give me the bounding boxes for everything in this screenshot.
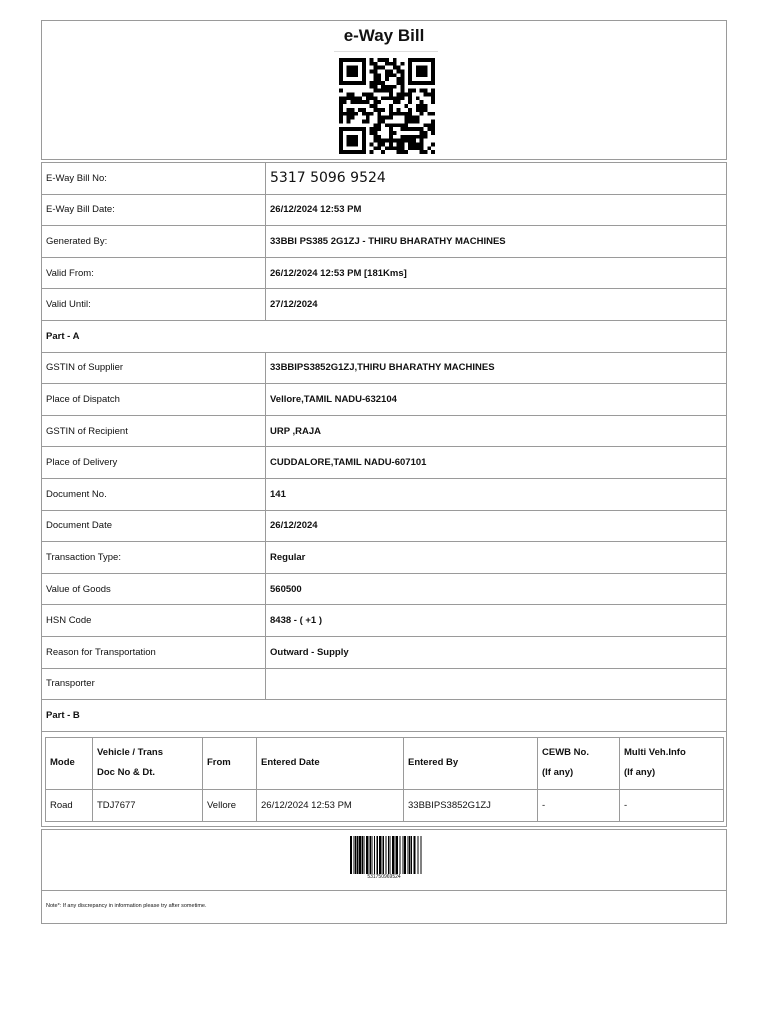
field-value: Vellore,TAMIL NADU-632104 [266,384,727,416]
table-cell: - [620,789,724,821]
eway-bill-details-table [41,162,727,827]
table-row [42,289,727,321]
field-value [266,668,727,700]
note-section [41,891,727,924]
header-line: CEWB No. [542,747,589,759]
column-header [203,737,257,789]
column-header [538,737,620,789]
part-b-heading: Part - B [42,700,727,732]
field-label: Value of Goods [42,573,266,605]
section-row [42,320,727,352]
field-label: Document Date [42,510,266,542]
field-value: 33BBIPS3852G1ZJ,THIRU BHARATHY MACHINES [266,352,727,384]
table-cell: 33BBIPS3852G1ZJ [404,789,538,821]
field-label: Reason for Transportation [42,636,266,668]
table-row [42,573,727,605]
field-value: Regular [266,542,727,574]
table-cell: TDJ7677 [93,789,203,821]
field-value: 141 [266,478,727,510]
field-label: E-Way Bill Date: [42,194,266,226]
header-line: From [207,757,231,769]
eway-bill-document [41,20,727,924]
qr-code-icon [339,58,435,154]
barcode-number: 531750969524 [367,873,401,880]
field-label: Document No. [42,478,266,510]
field-value: 26/12/2024 [266,510,727,542]
column-header [257,737,404,789]
field-value: 560500 [266,573,727,605]
table-row [42,542,727,574]
field-value: Outward - Supply [266,636,727,668]
column-header [404,737,538,789]
column-header [93,737,203,789]
document-header [41,20,727,160]
table-row [42,510,727,542]
header-line: Entered Date [261,757,320,769]
field-label: HSN Code [42,605,266,637]
part-a-heading: Part - A [42,320,727,352]
eway-bill-number: 5317 5096 9524 [266,163,727,195]
header-line: Multi Veh.Info [624,747,686,759]
header-line: (If any) [624,767,656,779]
field-value: URP ,RAJA [266,415,727,447]
field-label: GSTIN of Recipient [42,415,266,447]
part-b-container [42,731,727,826]
header-line: Mode [50,757,75,769]
table-row [42,605,727,637]
table-cell: Road [46,789,93,821]
title-divider [334,51,438,52]
barcode-section [41,829,727,891]
field-value: 26/12/2024 12:53 PM [266,194,727,226]
barcode-icon [350,836,422,874]
header-line: Vehicle / Trans [97,747,164,759]
table-row [42,257,727,289]
table-row [42,478,727,510]
field-label: Place of Dispatch [42,384,266,416]
field-label: Place of Delivery [42,447,266,479]
field-value: 8438 - ( +1 ) [266,605,727,637]
header-line: Doc No & Dt. [97,767,156,779]
table-row [42,226,727,258]
field-label: Transporter [42,668,266,700]
table-row [42,194,727,226]
table-cell: Vellore [203,789,257,821]
field-value: 26/12/2024 12:53 PM [181Kms] [266,257,727,289]
field-value: 27/12/2024 [266,289,727,321]
field-label: Valid Until: [42,289,266,321]
field-label: GSTIN of Supplier [42,352,266,384]
table-row [42,384,727,416]
table-row [46,789,724,821]
column-header [46,737,93,789]
table-cell: 26/12/2024 12:53 PM [257,789,404,821]
table-row [42,636,727,668]
section-row [42,700,727,732]
table-cell: - [538,789,620,821]
field-label: Generated By: [42,226,266,258]
document-title: e-Way Bill [343,26,425,45]
header-line: Entered By [408,757,459,769]
disclaimer-note: Note*: If any discrepancy in information please try after sometime. [46,902,207,909]
vehicle-details-table [45,737,724,822]
field-label: Valid From: [42,257,266,289]
table-row [42,352,727,384]
field-value: 33BBI PS385 2G1ZJ - THIRU BHARATHY MACHINES [266,226,727,258]
table-row [42,415,727,447]
header-line: (If any) [542,767,574,779]
field-label: Transaction Type: [42,542,266,574]
column-header [620,737,724,789]
table-row [42,447,727,479]
field-value: CUDDALORE,TAMIL NADU-607101 [266,447,727,479]
table-header-row [46,737,724,789]
table-row [42,163,727,195]
part-b-row [42,731,727,826]
field-label: E-Way Bill No: [42,163,266,195]
table-row [42,668,727,700]
